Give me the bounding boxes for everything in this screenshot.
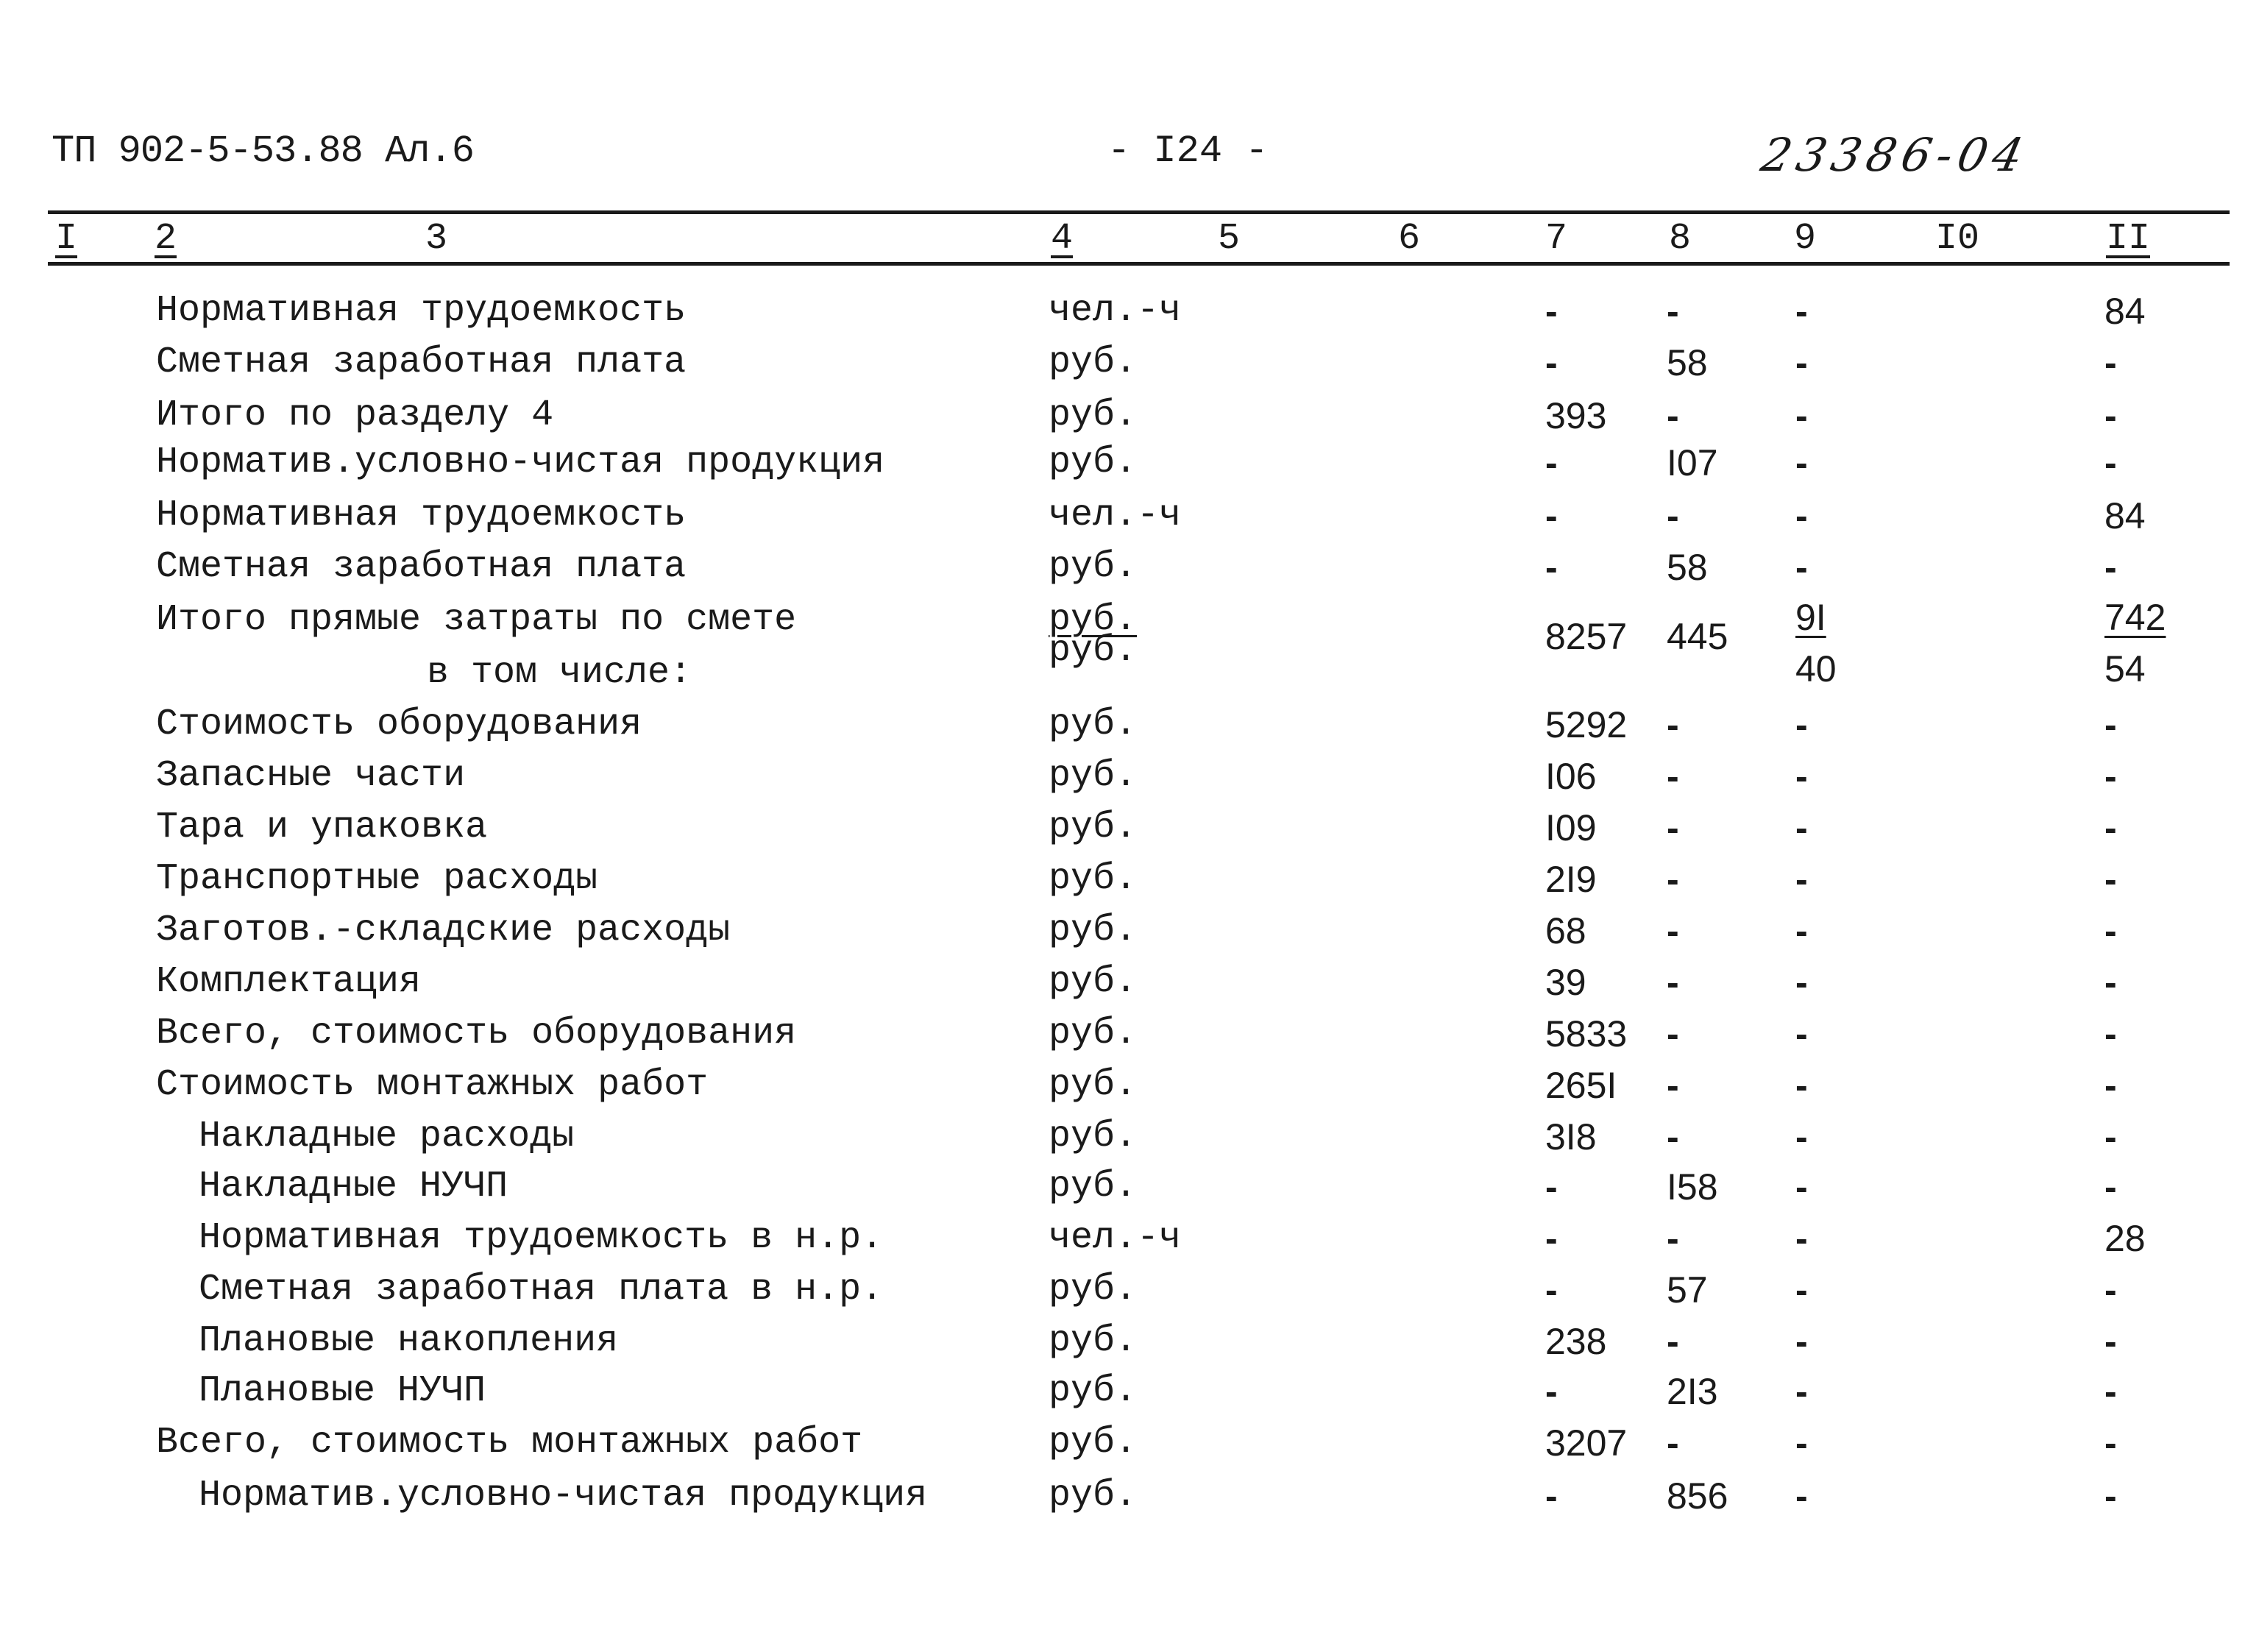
row-label: Тара и упаковка (156, 806, 488, 848)
row-label: Нормативная трудоемкость в н.р. (199, 1217, 884, 1259)
row-unit: руб. (1049, 394, 1138, 436)
table-row (0, 1015, 2259, 1067)
col9-value: - (1795, 342, 1808, 383)
col8-value: - (1667, 395, 1679, 436)
row-unit: руб. (1049, 1116, 1138, 1158)
col11-denominator: 54 (2104, 648, 2146, 689)
col7-value: 5833 (1545, 1013, 1628, 1054)
col8-value: - (1667, 910, 1679, 951)
col11-value: - (2104, 1371, 2117, 1412)
col7-value: 3207 (1545, 1422, 1628, 1464)
table-row (0, 1422, 2259, 1476)
col9-value: - (1795, 1218, 1808, 1259)
col8-value: - (1667, 1321, 1679, 1362)
table-row (0, 703, 2259, 758)
col8-value: - (1667, 1013, 1679, 1054)
col9-value: - (1795, 1166, 1808, 1208)
row-unit: чел.-ч (1049, 494, 1182, 536)
col11-value: - (2104, 1475, 2117, 1517)
row-sublabel: в том числе: (427, 652, 692, 694)
row-unit: руб. (1049, 806, 1138, 848)
col7-value: - (1545, 291, 1558, 332)
col7-value: - (1545, 1371, 1558, 1412)
row-unit: руб. (1049, 1370, 1138, 1412)
row-label: Норматив.условно-чистая продукция (199, 1475, 928, 1517)
row-unit: чел.-ч (1049, 290, 1182, 332)
col8-value: 856 (1667, 1475, 1728, 1517)
col8-value: - (1667, 1218, 1679, 1259)
row-label: Стоимость оборудования (156, 703, 642, 745)
column-number-3: 3 (425, 218, 448, 260)
row-unit: руб. (1049, 1475, 1138, 1517)
col11-value: - (2104, 1065, 2117, 1106)
row-label: Нормативная трудоемкость (156, 494, 687, 536)
col9-value: - (1795, 704, 1808, 745)
col8-value: - (1667, 807, 1679, 848)
row-unit: руб. (1049, 910, 1138, 951)
col8-value: 58 (1667, 547, 1708, 588)
col11-value: - (2104, 547, 2117, 588)
row-label: Итого по разделу 4 (156, 394, 554, 436)
col7-value: 8257 (1545, 616, 1628, 657)
table-row (0, 961, 2259, 1015)
col9-value: - (1795, 1269, 1808, 1311)
col11-value: - (2104, 442, 2117, 483)
row-label: Комплектация (156, 961, 422, 1003)
row-label: Итого прямые затраты по смете (156, 599, 797, 641)
col11-value: - (2104, 859, 2117, 900)
col9-value: - (1795, 807, 1808, 848)
row-unit: руб. (1049, 961, 1138, 1003)
col9-denominator: 40 (1795, 648, 1837, 689)
table-row (0, 341, 2259, 396)
col9-value: - (1795, 962, 1808, 1003)
col7-value: 265I (1545, 1065, 1617, 1106)
row-label: Всего, стоимость оборудования (156, 1013, 797, 1054)
table-row (0, 1320, 2259, 1375)
column-number-9: 9 (1794, 218, 1817, 260)
table-row (0, 1370, 2259, 1425)
col11-numerator: 742 (2104, 597, 2166, 638)
col7-value: 3I8 (1545, 1116, 1597, 1158)
col9-value: - (1795, 1475, 1808, 1517)
table-row (0, 494, 2259, 549)
col8-value: - (1667, 962, 1679, 1003)
col8-value: - (1667, 704, 1679, 745)
table-row (0, 546, 2259, 600)
col7-value: I09 (1545, 807, 1597, 848)
col9-value: - (1795, 547, 1808, 588)
table-row (0, 912, 2259, 964)
row-unit: руб. (1049, 1064, 1138, 1106)
row-unit: чел.-ч (1049, 1217, 1182, 1259)
col8-value: 445 (1667, 616, 1728, 657)
col11-value: - (2104, 1422, 2117, 1464)
col11-value: 84 (2104, 291, 2146, 332)
col7-value: 68 (1545, 910, 1586, 951)
table-row (0, 1116, 2259, 1170)
col9-numerator: 9I (1795, 597, 1826, 638)
col8-value: I58 (1667, 1166, 1718, 1208)
row-unit: руб. (1049, 341, 1138, 383)
col8-value: 57 (1667, 1269, 1708, 1311)
row-label: Сметная заработная плата в н.р. (199, 1269, 884, 1311)
row-unit-2: руб. (1049, 630, 1138, 672)
col11-value: - (2104, 1321, 2117, 1362)
col11-value: - (2104, 395, 2117, 436)
col9-value: - (1795, 1371, 1808, 1412)
row-unit: руб. (1049, 1320, 1138, 1362)
handwritten-number: 23386-04 (1756, 128, 2034, 182)
col9-value: - (1795, 1321, 1808, 1362)
column-number-6: 6 (1398, 218, 1421, 260)
row-unit: руб. (1049, 442, 1138, 483)
col11-value: - (2104, 807, 2117, 848)
row-unit: руб. (1049, 1013, 1138, 1054)
col9-value: - (1795, 495, 1808, 536)
row-unit: руб. (1049, 755, 1138, 797)
col7-value: 238 (1545, 1321, 1607, 1362)
row-label: Запасные части (156, 755, 466, 797)
row-label: Норматив.условно-чистая продукция (156, 442, 885, 483)
column-number-2: 2 (155, 218, 177, 260)
col7-value: - (1545, 1166, 1558, 1208)
row-label: Всего, стоимость монтажных работ (156, 1422, 863, 1464)
document-code: ТП 902-5-53.88 Ал.6 (52, 130, 474, 173)
col8-value: - (1667, 1065, 1679, 1106)
col9-value: - (1795, 756, 1808, 797)
col7-value: - (1545, 1218, 1558, 1259)
row-unit: руб. (1049, 546, 1138, 588)
row-label: Накладные НУЧП (199, 1166, 508, 1208)
col11-value: - (2104, 342, 2117, 383)
col11-value: - (2104, 756, 2117, 797)
col7-value: - (1545, 342, 1558, 383)
col7-value: 393 (1545, 395, 1607, 436)
table-row-direct-costs (0, 597, 2259, 705)
table-row (0, 1475, 2259, 1529)
table-top-rule (48, 210, 2230, 214)
row-label: Плановые НУЧП (199, 1370, 486, 1412)
col11-value: 28 (2104, 1218, 2146, 1259)
table-row (0, 444, 2259, 496)
col11-value: - (2104, 1269, 2117, 1311)
col8-value: - (1667, 1116, 1679, 1158)
col8-value: - (1667, 495, 1679, 536)
row-unit: руб. (1049, 703, 1138, 745)
col7-value: - (1545, 1269, 1558, 1311)
row-label: Сметная заработная плата (156, 341, 687, 383)
row-unit: руб. (1049, 1422, 1138, 1464)
col8-value: - (1667, 859, 1679, 900)
col7-value: - (1545, 495, 1558, 536)
row-label: Сметная заработная плата (156, 546, 687, 588)
table-header-rule (48, 262, 2230, 266)
table-row (0, 806, 2259, 861)
column-number-8: 8 (1669, 218, 1692, 260)
table-row (0, 1166, 2259, 1220)
row-label: Плановые накопления (199, 1320, 619, 1362)
col8-value: - (1667, 756, 1679, 797)
col8-value: 2I3 (1667, 1371, 1718, 1412)
col9-value: - (1795, 1065, 1808, 1106)
table-row (0, 1064, 2259, 1119)
column-number-7: 7 (1545, 218, 1568, 260)
row-unit: руб. (1049, 1166, 1138, 1208)
table-row (0, 858, 2259, 912)
col9-value: - (1795, 910, 1808, 951)
column-number-5: 5 (1218, 218, 1241, 260)
column-number-4: 4 (1051, 218, 1074, 260)
row-label: Транспортные расходы (156, 858, 598, 900)
col7-value: - (1545, 1475, 1558, 1517)
col9-value: - (1795, 1116, 1808, 1158)
col8-value: I07 (1667, 442, 1718, 483)
col8-value: - (1667, 291, 1679, 332)
col11-value: - (2104, 1166, 2117, 1208)
col9-value: - (1795, 291, 1808, 332)
col7-value: 39 (1545, 962, 1586, 1003)
col9-value: - (1795, 442, 1808, 483)
row-label: Заготов.-складские расходы (156, 910, 731, 951)
col11-value: 84 (2104, 495, 2146, 536)
col9-value: - (1795, 1013, 1808, 1054)
table-row (0, 1217, 2259, 1272)
row-label: Накладные расходы (199, 1116, 575, 1158)
col11-value: - (2104, 1116, 2117, 1158)
page-number: - I24 - (1107, 130, 1269, 173)
row-label: Нормативная трудоемкость (156, 290, 687, 332)
column-number-1: I (55, 218, 78, 260)
column-number-10: I0 (1935, 218, 1980, 260)
col9-value: - (1795, 395, 1808, 436)
row-unit: руб. (1049, 1269, 1138, 1311)
table-row (0, 290, 2259, 344)
col7-value: - (1545, 547, 1558, 588)
col9-value: - (1795, 1422, 1808, 1464)
row-unit: руб. (1049, 858, 1138, 900)
col11-value: - (2104, 962, 2117, 1003)
row-unit: руб. (1049, 599, 1138, 641)
col11-value: - (2104, 704, 2117, 745)
row-label: Стоимость монтажных работ (156, 1064, 709, 1106)
column-number-11: II (2106, 218, 2151, 260)
col11-value: - (2104, 1013, 2117, 1054)
col11-value: - (2104, 910, 2117, 951)
col7-value: - (1545, 442, 1558, 483)
table-row (0, 755, 2259, 809)
col9-value: - (1795, 859, 1808, 900)
col8-value: 58 (1667, 342, 1708, 383)
col8-value: - (1667, 1422, 1679, 1464)
table-row (0, 1269, 2259, 1323)
col7-value: 5292 (1545, 704, 1628, 745)
col7-value: 2I9 (1545, 859, 1597, 900)
col7-value: I06 (1545, 756, 1597, 797)
